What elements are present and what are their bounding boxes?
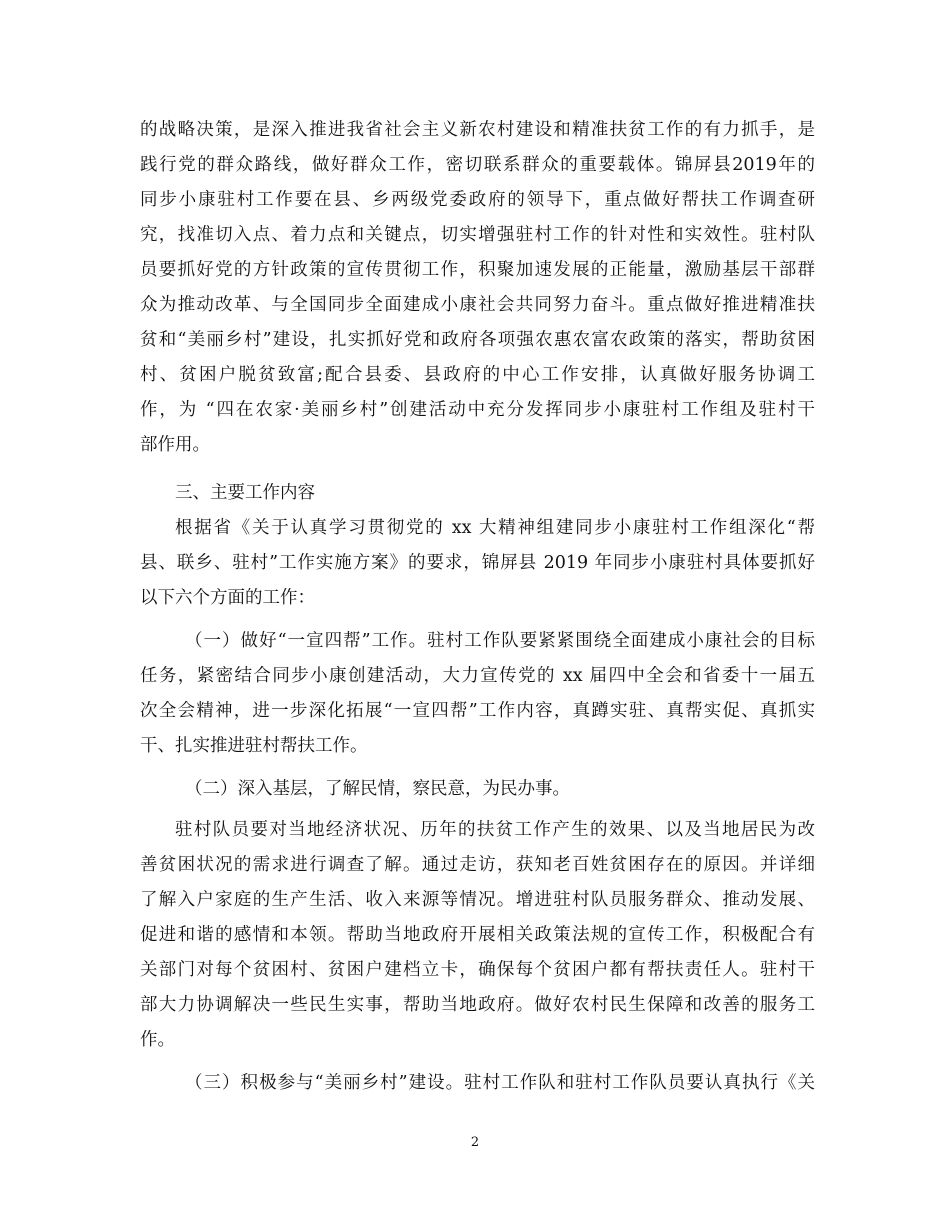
text-line: 部大力协调解决一些民生实事，帮助当地政府。做好农村民生保障和改善的服务工 (140, 995, 815, 1015)
text-line: （三）积极参与“美丽乡村”建设。驻村工作队和驻村工作队员要认真执行《关 (185, 1073, 815, 1093)
text-line: 以下六个方面的工作： (140, 588, 315, 608)
text-line: 次全会精神，进一步深化拓展“一宣四帮”工作内容，真蹲实驻、真帮实促、真抓实 (140, 701, 815, 721)
text-line: 干、扎实推进驻村帮扶工作。 (140, 736, 368, 756)
text-line: 任务，紧密结合同步小康创建活动，大力宣传党的 xx 届四中全会和省委十一届五 (140, 666, 815, 686)
section-heading: 三、主要工作内容 (175, 483, 315, 503)
text-line: 村、贫困户脱贫致富;配合县委、县政府的中心工作安排，认真做好服务协调工 (140, 365, 815, 385)
page-number: 2 (470, 1135, 480, 1150)
text-line: （一）做好“一宣四帮”工作。驻村工作队要紧紧围绕全面建成小康社会的目标 (185, 631, 815, 651)
subsection-heading: （二）深入基层，了解民情，察民意，为民办事。 (185, 779, 570, 799)
text-line: 员要抓好党的方针政策的宣传贯彻工作，积聚加速发展的正能量，激励基层干部群 (140, 260, 815, 280)
text-line: 部作用。 (140, 435, 210, 455)
text-line: 了解入户家庭的生产生活、收入来源等情况。增进驻村队员服务群众、推动发展、 (140, 890, 815, 910)
text-line: 根据省《关于认真学习贯彻党的 xx 大精神组建同步小康驻村工作组深化“帮 (175, 518, 815, 538)
text-line: 善贫困状况的需求进行调查了解。通过走访，获知老百姓贫困存在的原因。并详细 (140, 855, 815, 875)
text-line: 作。 (140, 1030, 175, 1050)
text-line: 究，找准切入点、着力点和关键点，切实增强驻村工作的针对性和实效性。驻村队 (140, 225, 815, 245)
text-line: 践行党的群众路线，做好群众工作，密切联系群众的重要载体。锦屏县2019年的 (140, 155, 815, 175)
text-line: 的战略决策，是深入推进我省社会主义新农村建设和精准扶贫工作的有力抓手，是 (140, 120, 815, 140)
text-line: 促进和谐的感情和本领。帮助当地政府开展相关政策法规的宣传工作，积极配合有 (140, 925, 815, 945)
text-line: 驻村队员要对当地经济状况、历年的扶贫工作产生的效果、以及当地居民为改 (175, 820, 815, 840)
text-line: 众为推动改革、与全国同步全面建成小康社会共同努力奋斗。重点做好推进精准扶 (140, 295, 815, 315)
text-line: 同步小康驻村工作要在县、乡两级党委政府的领导下，重点做好帮扶工作调查研 (140, 190, 815, 210)
text-line: 县、联乡、驻村”工作实施方案》的要求，锦屏县 2019 年同步小康驻村具体要抓好 (140, 553, 815, 573)
text-line: 作，为 “四在农家·美丽乡村”创建活动中充分发挥同步小康驻村工作组及驻村干 (140, 400, 815, 420)
text-line: 贫和“美丽乡村”建设，扎实抓好党和政府各项强农惠农富农政策的落实，帮助贫困 (140, 330, 815, 350)
text-line: 关部门对每个贫困村、贫困户建档立卡，确保每个贫困户都有帮扶责任人。驻村干 (140, 960, 815, 980)
